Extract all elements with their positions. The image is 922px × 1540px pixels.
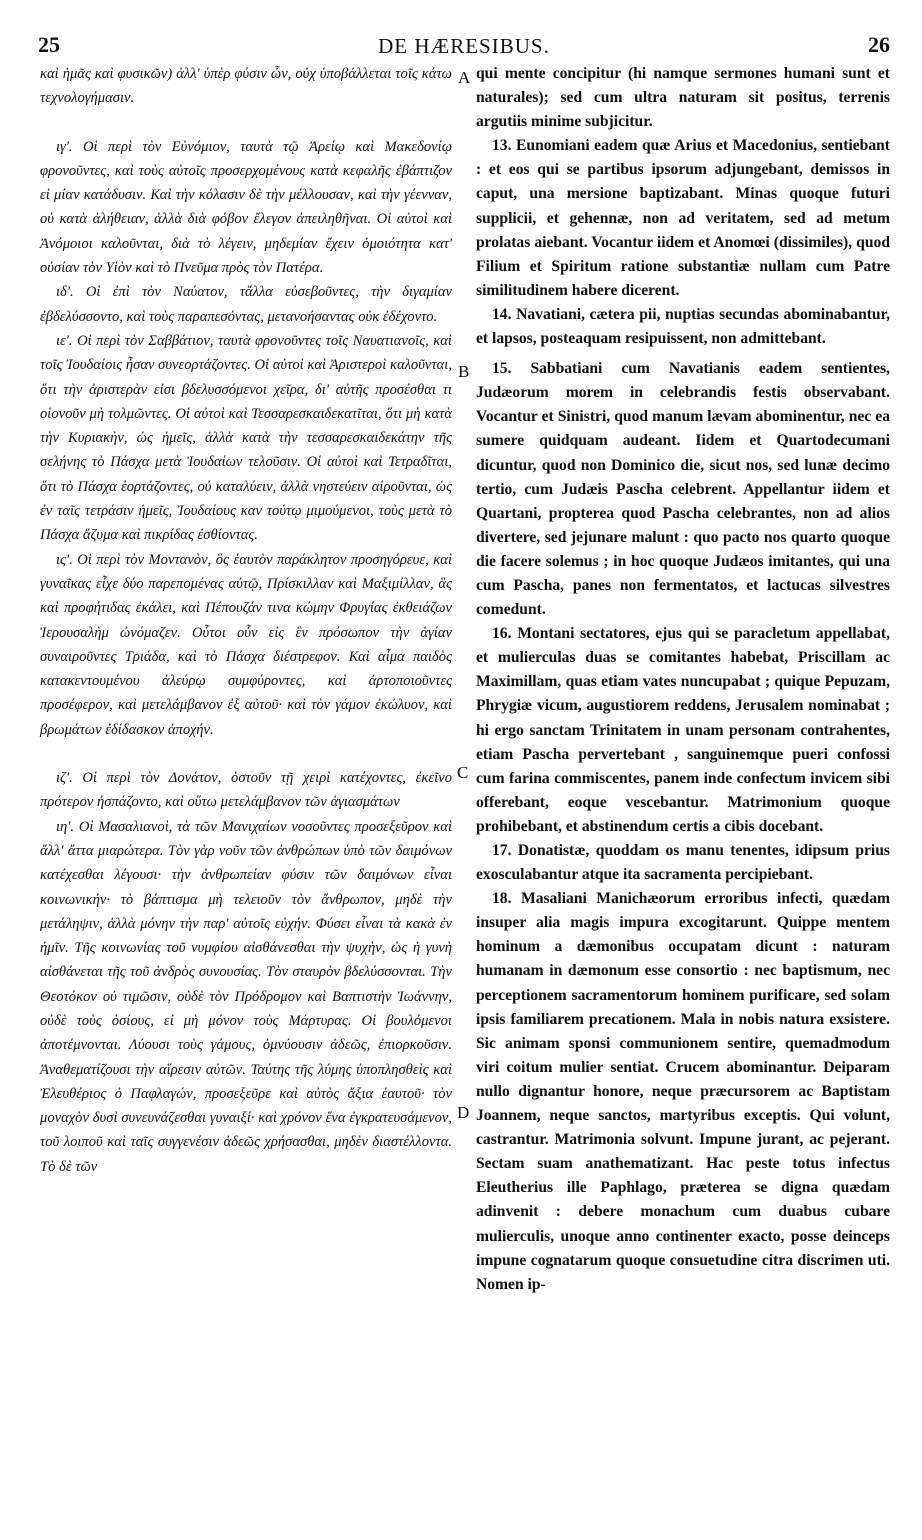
latin-paragraph: qui mente concipitur (hi namque sermones humani sunt et naturales); sed cum ultra naturam sit positus, terrenis argutiis minime subjicitur. — [476, 65, 890, 131]
latin-paragraph: 17. Donatistæ, quoddam os manu tenentes, idipsum prius exosculabantur atque ita sacramenta percipiebant. — [476, 842, 890, 884]
latin-column — [476, 62, 890, 1297]
margin-marker-d: D — [457, 1103, 470, 1122]
greek-column — [40, 62, 452, 1179]
greek-paragraph: ιε'. Οἱ περὶ τὸν Σαββάτιον, ταυτὰ φρονοῦντες τοῖς Ναυατιανοῖς, καὶ τοῖς Ἰουδαίοις ἦσαν συνεορτάζοντες. Οἱ αὐτοὶ καὶ Ἀριστεροὶ καλοῦνται, ὅτι τὴν ἀριστερὰν εἰσι βδελυσσόμενοι χεῖρα, δι' αὐτῆς προσέσθαι τι οἱονοῦν μὴ τολμῶντες. Οἱ αὐτοὶ καὶ Τεσσαρεσκαιδεκατῖται, ὅτι μὴ κατὰ τὴν Κυριακὴν, ὡς ἡμεῖς, ἀλλὰ κατὰ τὴν τεσσαρεσκαιδεκάτην τῆς σελήνης τὸ Πάσχα μετὰ Ἰουδαίων τελοῦσιν. Οἱ αὐτοὶ καὶ Τετραδῖται, ὅτι τὸ Πάσχα ἑορτάζοντες, οὐ καταλύειν, ἀλλὰ νηστεύειν αἱροῦνται, ὡς ἐν ταῖς τετράσιν ἡμεῖς, Ἰουδαίους καν τούτῳ μιμούμενοι, τοὺς μετὰ τὸ Πάσχα ἄζυμα καὶ πικρίδας ἐσθίοντας. — [40, 332, 452, 544]
page-number-right: 26 — [868, 32, 890, 57]
greek-paragraph: ιδ'. Οἱ ἐπὶ τὸν Ναύατον, τἄλλα εὐσεβοῦντες, τὴν διγαμίαν ἐβδελύσσοντο, καὶ τοὺς παραπεσόντας, μετανοήσαντας οὐκ ἐδέχοντο. — [40, 284, 452, 325]
latin-paragraph: 13. Eunomiani eadem quæ Arius et Macedonius, sentiebant : et eos qui se partibus ipsorum adjungebant, demissos in caput, una mersione baptizabant. Minas quoque futuri supplicii, et gehennæ, non ad veritatem, sed ad metum prolatas aiebant. Vocantur iidem et Anomœi (dissimiles), quod Filium et Spiritum ratione substantiæ nullam cum Patre similitudinem habere dicerent. — [476, 137, 890, 299]
latin-paragraph: 15. Sabbatiani cum Navatianis eadem sentientes, Judæorum morem in celebrandis festis observabant. Vocantur et Sinistri, quod manum lævam abominentur, nec ea sumere quidquam audeant. Iidem et Quartodecumani dicuntur, quod non Dominico die, sicut nos, sed lunæ decimo tertio, cum Judæis Pascha celebrent. Appellantur iidem et Quartani, propterea quod Pascha celebrantes, non ad alios divertere, sed jejunare malunt : quo pacto nos quarto quoque die facere solemus ; in hoc quoque Judæos imitantes, qui una cum Pascha, panes non fermentatos, et lactucas silvestres comedunt. — [476, 360, 890, 619]
page-number-left: 25 — [38, 32, 60, 57]
greek-paragraph: ις'. Οἱ περὶ τὸν Μοντανὸν, ὃς ἑαυτὸν παράκλητον προσηγόρευε, καὶ γυναῖκας εἶχε δύο παρεπομένας αὐτῷ, Πρίσκιλλαν καὶ Μαξιμίλλαν, ἃς καὶ προφήτιδας ἐκάλει, καὶ Πέπουζάν τινα κώμην Φρυγίας ἐκθειάζων Ἱερουσαλὴμ ὠνόμαζεν. Οὗτοι οὖν εἰς ἓν πρόσωπον τὴν ἁγίαν συναιροῦντες Τριάδα, καὶ τὸ Πάσχα διέστρεφον. Καὶ αἷμα παιδὸς κατακεντουμένου ἀλεύρῳ συμφύροντες, καὶ ἀρτοποιοῦντες προσέφερον, καὶ μετελάμβανον ἐξ αὐτοῦ· καὶ τὸν γάμον ἐκώλυον, καὶ βρωμάτων ἐδίδασκον ἀποχήν. — [40, 551, 452, 738]
latin-paragraph: 16. Montani sectatores, ejus qui se paracletum appellabat, et mulierculas duas se comitantes habebat, Priscillam ac Maximillam, quas etiam vates nuncupabat ; quique Pepuzam, Phrygiæ vicum, augustiorem reddens, Jerusalem nominabat ; hi ergo sanctam Trinitatem in unam personam contrahentes, etiam Pascha pervertebant , sanguinemque pueri confossi cum farina commiscentes, panem inde confectum invicem sibi offerebant, eoque vescebantur. Matrimonium quoque prohibebant, et abstinendum certis a cibis docebant. — [476, 625, 890, 835]
latin-paragraph: 18. Masaliani Manichæorum erroribus infecti, quædam insuper alia magis impura excogitarunt. Quippe mentem hominum a dæmonibus occupatam dicunt : naturam humanam in dæmonum esse consortio : nec baptismum, nec perceptionem sacramentorum hominem purificare, sed solam ipsis familiarem precationem. Mala in nobis natura exsistere. Sic animam sponsi communionem sentire, quemadmodum viri coitum mulier sentiat. Crucem abominantur. Deiparam nullo dignantur honore, neque præcursorem ac Baptistam Joannem, neque sanctos, martyribus exceptis. Qui volunt, castrantur. Matrimonia solvunt. Impune jurant, ac pejerant. Sectam suam anathematizant. Hac peste totus infectus Eleutherius ille Paphlago, præterea se digna quædam adinvenit : debere monachum cum duabus cubare mulierculis, unoque anno continenter exacto, posse deinceps impune cognatarum quoque consuetudine citra discrimen uti. Nomen ip- — [476, 890, 890, 1293]
greek-paragraph: ιγ'. Οἱ περὶ τὸν Εὐνόμιον, ταυτὰ τῷ Ἀρείῳ καὶ Μακεδονίῳ φρονοῦντες, καὶ τοὺς αὐτοῖς προσερχομένους κατὰ κεφαλῆς ἐβάπτιζον εἰ μίαν κατάδυσιν. Καὶ τὴν κόλασιν δὲ τὴν μέλλουσαν, καὶ τὴν γέενναν, οὐ κατὰ ἀλήθειαν, ἀλλὰ διὰ φόβον ἔλεγον ἀπειληθῆναι. Οἱ αὐτοὶ καὶ Ἀνόμοιοι καλοῦνται, διὰ τὸ λέγειν, μηδεμίαν ἔχειν ὁμοιότητα κατ' οὐσίαν τὸν Υἱὸν καὶ τὸ Πνεῦμα πρὸς τὸν Πατέρα. — [40, 138, 452, 277]
greek-paragraph: ιη'. Οἱ Μασαλιανοὶ, τὰ τῶν Μανιχαίων νοσοῦντες προσεξεῦρον καὶ ἄλλ' ἄττα μιαρώτερα. Τὸν γὰρ νοῦν τῶν ἀνθρώπων ὑπὸ τῶν δαιμόνων κατέχεσθαι λέγουσι· τὴν ἀνθρωπείαν φύσιν τῶν δαιμόνων εἶναι κοινωνικήν· τὸ βάπτισμα μὴ τελειοῦν τὸν ἄνθρωπον, μηδὲ τὴν μετάληψιν, ἀλλὰ μόνην τὴν παρ' αὐτοῖς εὐχήν. Φύσει εἶναι τὰ κακὰ ἐν ἡμῖν. Τῆς κοινωνίας τοῦ νυμφίου αἰσθάνεσθαι τὴν ψυχὴν, ὡς ἡ γυνὴ αἰσθάνεται τῆς τοῦ ἀνδρὸς συνουσίας. Τὸν σταυρὸν βδελύσσονται. Τὴν Θεοτόκον οὐ τιμῶσιν, οὐδὲ τὸν Πρόδρομον καὶ Βαπτιστὴν Ἰωάννην, οὐδὲ τοὺς ὁσίους, εἰ μὴ μόνον τοὺς Μάρτυρας. Οἱ βουλόμενοι ἀποτέμνονται. Λύουσι τοὺς γάμους, ὀμνύουσιν ἀδεῶς, ἐπιορκοῦσιν. Ἀναθεματίζουσι τὴν αἵρεσιν αὐτῶν. Ταύτης τῆς λύμης ὑποπλησθεὶς καὶ Ἐλευθέριος ὁ Παφλαγών, προσεξεῦρε καὶ αὐτὸς ἄξια ἑαυτοῦ· τὸν μοναχὸν δυσὶ συνευνάζεσθαι γυναιξί· καὶ χρόνον ἕνα ἐγκρατευσάμενον, τοῦ λοιποῦ καὶ ταῖς συγγενέσιν ἀδεῶς χρήσασθαι, μηδὲν διαστέλλοντα. Τὸ δὲ τῶν — [40, 818, 452, 1175]
margin-marker-c: C — [457, 763, 469, 782]
latin-paragraph: 14. Navatiani, cætera pii, nuptias secundas abominabantur, et lapsos, posteaquam resipuissent, non admittebant. — [476, 305, 890, 348]
margin-marker-a: A — [458, 68, 471, 87]
page-header — [38, 32, 890, 62]
running-title: DE HÆRESIBUS. — [378, 34, 550, 58]
greek-paragraph: καὶ ἡμᾶς καὶ φυσικῶν) ἀλλ' ὑπὲρ φύσιν ὦν, οὐχ ὑποβάλλεται τοῖς κάτω τεχνολογήμασιν. — [40, 66, 452, 107]
greek-paragraph: ιζ'. Οἱ περὶ τὸν Δονάτον, ὀστοῦν τῇ χειρὶ κατέχοντες, ἐκεῖνο πρότερον ἠσπάζοντο, καὶ οὕτω μετελάμβανον τῶν ἁγιασμάτων — [40, 770, 452, 811]
margin-marker-b: B — [458, 362, 470, 381]
